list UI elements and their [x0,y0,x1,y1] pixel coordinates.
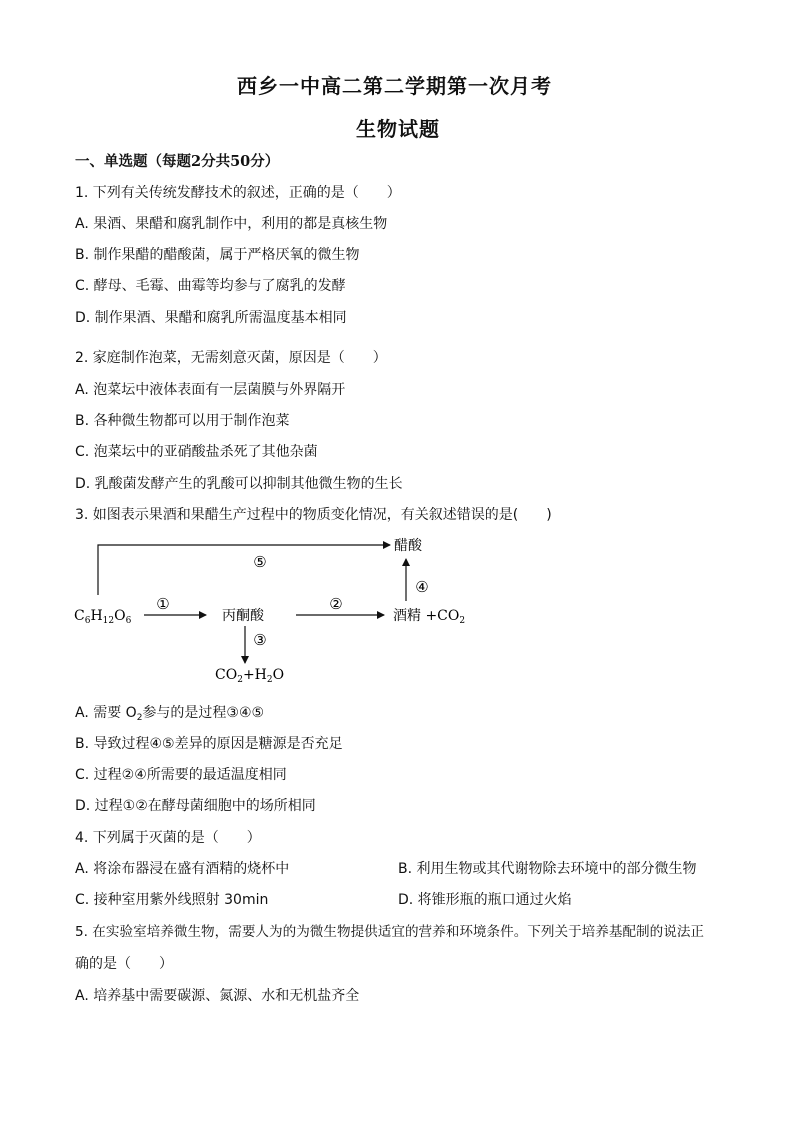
node-ethanol-co2: 酒精 $+CO_2$ [393,608,466,626]
node-pyruvate: 丙酮酸 [222,608,264,624]
node-co2-h2o: $CO_2+H_2O$ [215,667,285,685]
section-heading: 一、单选题（每题2分共50分） [75,153,280,170]
question-1-option-c: C. 酵母、毛霉、曲霉等均参与了腐乳的发酵 [75,278,346,294]
node-acetic-acid: 醋酸 [394,538,422,554]
question-2-option-d: D. 乳酸菌发酵产生的乳酸可以抑制其他微生物的生长 [75,476,403,492]
question-3-option-a: A. 需要 $O_2$参与的是过程③④⑤ [75,705,265,723]
node-glucose: $C_6H_{12}O_6$ [74,608,132,626]
question-5-stem-line-2: 确的是（ ） [75,956,173,972]
question-3-stem: 3. 如图表示果酒和果醋生产过程中的物质变化情况，有关叙述错误的是( ) [75,507,552,523]
question-3-option-b: B. 导致过程④⑤差异的原因是糖源是否充足 [75,736,343,752]
question-4-option-b: B. 利用生物或其代谢物除去环境中的部分微生物 [398,861,697,877]
question-4-option-a: A. 将涂布器浸在盛有酒精的烧杯中 [75,861,290,877]
question-2-stem: 2. 家庭制作泡菜，无需刻意灭菌，原因是（ ） [75,350,387,366]
question-2-option-c: C. 泡菜坛中的亚硝酸盐杀死了其他杂菌 [75,444,318,460]
question-1-option-b: B. 制作果醋的醋酸菌，属于严格厌氧的微生物 [75,247,360,263]
question-5-stem-line-1: 5. 在实验室培养微生物，需要人为的为微生物提供适宜的营养和环境条件。下列关于培养基配制的说法正 [75,924,705,940]
label-step-3: ③ [253,631,267,649]
question-1-stem: 1. 下列有关传统发酵技术的叙述，正确的是（ ） [75,185,401,201]
label-step-5: ⑤ [253,553,267,571]
question-2-option-a: A. 泡菜坛中液体表面有一层菌膜与外界隔开 [75,382,346,398]
label-step-2: ② [329,595,343,613]
question-1-option-d: D. 制作果酒、果醋和腐乳所需温度基本相同 [75,310,347,326]
subject-title: 生物试题 [356,117,440,141]
question-3-option-d: D. 过程①②在酵母菌细胞中的场所相同 [75,798,316,814]
question-3-option-c: C. 过程②④所需要的最适温度相同 [75,767,287,783]
question-5-option-a: A. 培养基中需要碳源、氮源、水和无机盐齐全 [75,988,360,1004]
label-step-1: ① [156,595,170,613]
question-4-option-d: D. 将锥形瓶的瓶口通过火焰 [398,892,572,908]
question-4-option-c: C. 接种室用紫外线照射 30min [75,892,269,908]
question-2-option-b: B. 各种微生物都可以用于制作泡菜 [75,413,290,429]
label-step-4: ④ [415,578,429,596]
question-1-option-a: A. 果酒、果醋和腐乳制作中，利用的都是真核生物 [75,216,388,232]
school-title: 西乡一中高二第二学期第一次月考 [237,74,552,98]
arrow-step-5 [98,545,390,595]
question-4-stem: 4. 下列属于灭菌的是（ ） [75,830,261,846]
fermentation-pathway-diagram [70,535,490,690]
